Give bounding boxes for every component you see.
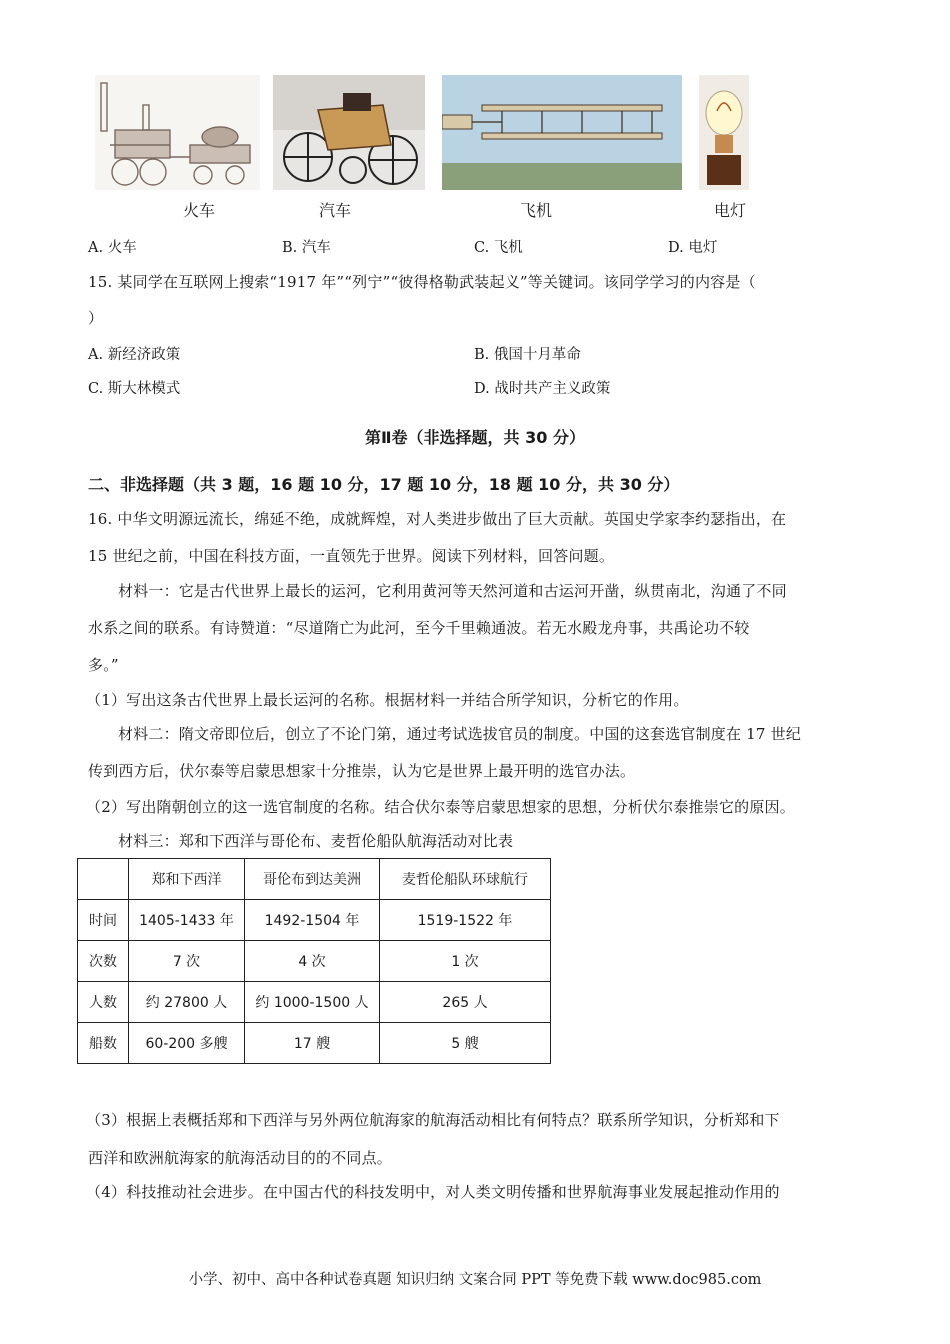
locomotive-image [95,75,260,190]
table-cell: 约 27800 人 [129,982,245,1023]
table-header-cell: 哥伦布到达美洲 [245,859,380,900]
material-1-line3: 多。” [88,656,119,674]
biplane-icon [442,75,682,190]
q16-intro-line1: 16. 中华文明源远流长，绵延不绝，成就辉煌，对人类进步做出了巨大贡献。英国史学家李约瑟指出，在 [88,510,787,528]
voyage-comparison-table [77,858,551,1064]
q15-stem-line1: 15. 某同学在互联网上搜索“1917 年”“列宁”“彼得格勒武装起义”等关键词。该同学学习的内容是（ [88,273,756,291]
q15-option-b: B. 俄国十月革命 [474,347,581,363]
q14-option-d: D. 电灯 [668,240,718,256]
table-cell: 1405-1433 年 [129,900,245,941]
material-2-line2: 传到西方后，伏尔泰等启蒙思想家十分推崇，认为它是世界上最开明的选官办法。 [88,762,636,780]
image-caption-2: 汽车 [319,201,352,220]
table-header-cell: 麦哲伦船队环球航行 [380,859,551,900]
locomotive-icon [95,75,260,190]
table-row [78,941,551,982]
material-3-title: 材料三：郑和下西洋与哥伦布、麦哲伦船队航海活动对比表 [118,832,514,850]
light-bulb-icon [699,75,749,190]
table-header-cell: 郑和下西洋 [129,859,245,900]
material-1-line1: 材料一：它是古代世界上最长的运河，它利用黄河等天然河道和古运河开凿，纵贯南北，沟通了不同 [118,582,787,600]
table-cell: 人数 [78,982,129,1023]
table-cell: 7 次 [129,941,245,982]
q14-option-b: B. 汽车 [282,240,331,256]
table-header-cell [78,859,129,900]
table-cell: 17 艘 [245,1023,380,1064]
table-cell: 5 艘 [380,1023,551,1064]
image-caption-1: 火车 [183,201,216,220]
q16-sub2: （2）写出隋朝创立的这一选官制度的名称。结合伏尔泰等启蒙思想家的思想，分析伏尔泰推崇它的原因。 [86,798,795,816]
table-cell: 4 次 [245,941,380,982]
part2-title: 第Ⅱ卷（非选择题，共 30 分） [365,428,585,447]
material-2-line1: 材料二：隋文帝即位后，创立了不论门第，通过考试选拔官员的制度。中国的这套选官制度在 17 世纪 [118,725,802,743]
material-1-line2: 水系之间的联系。有诗赞道：“尽道隋亡为此河，至今千里赖通波。若无水殿龙舟事，共禹论功不较 [88,619,750,637]
motorcar-image [273,75,425,190]
page-footer: 小学、初中、高中各种试卷真题 知识归纳 文案合同 PPT 等免费下载 www.doc985.com [188,1272,762,1288]
table-cell: 1519-1522 年 [380,900,551,941]
table-row [78,900,551,941]
q16-sub1: （1）写出这条古代世界上最长运河的名称。根据材料一并结合所学知识，分析它的作用。 [86,691,689,709]
table-header-row [78,859,551,900]
q15-option-a: A. 新经济政策 [88,347,181,363]
q14-option-a: A. 火车 [88,240,137,256]
table-row [78,1023,551,1064]
q16-sub4: （4）科技推动社会进步。在中国古代的科技发明中，对人类文明传播和世界航海事业发展起推动作用的 [86,1183,780,1201]
table-row [78,982,551,1023]
table-cell: 1492-1504 年 [245,900,380,941]
q16-intro-line2: 15 世纪之前，中国在科技方面，一直领先于世界。阅读下列材料，回答问题。 [88,547,615,565]
q15-option-d: D. 战时共产主义政策 [474,381,611,397]
table-cell: 265 人 [380,982,551,1023]
table-cell: 时间 [78,900,129,941]
table-cell: 次数 [78,941,129,982]
motorcar-icon [273,75,425,190]
biplane-image [442,75,682,190]
light-bulb-image [699,75,749,190]
q16-sub3-line1: （3）根据上表概括郑和下西洋与另外两位航海家的航海活动相比有何特点？联系所学知识，分析郑和下 [86,1111,780,1129]
q15-option-c: C. 斯大林模式 [88,381,181,397]
table-cell: 1 次 [380,941,551,982]
section-title: 二、非选择题（共 3 题，16 题 10 分，17 题 10 分，18 题 10 分，共 30 分） [88,475,680,494]
q16-sub3-line2: 西洋和欧洲航海家的航海活动目的的不同点。 [88,1149,393,1167]
q15-stem-line2: ） [88,309,104,327]
table-cell: 60-200 多艘 [129,1023,245,1064]
image-caption-4: 电灯 [714,201,747,220]
table-cell: 约 1000-1500 人 [245,982,380,1023]
table-cell: 船数 [78,1023,129,1064]
image-caption-3: 飞机 [520,201,553,220]
q14-option-c: C. 飞机 [474,240,523,256]
